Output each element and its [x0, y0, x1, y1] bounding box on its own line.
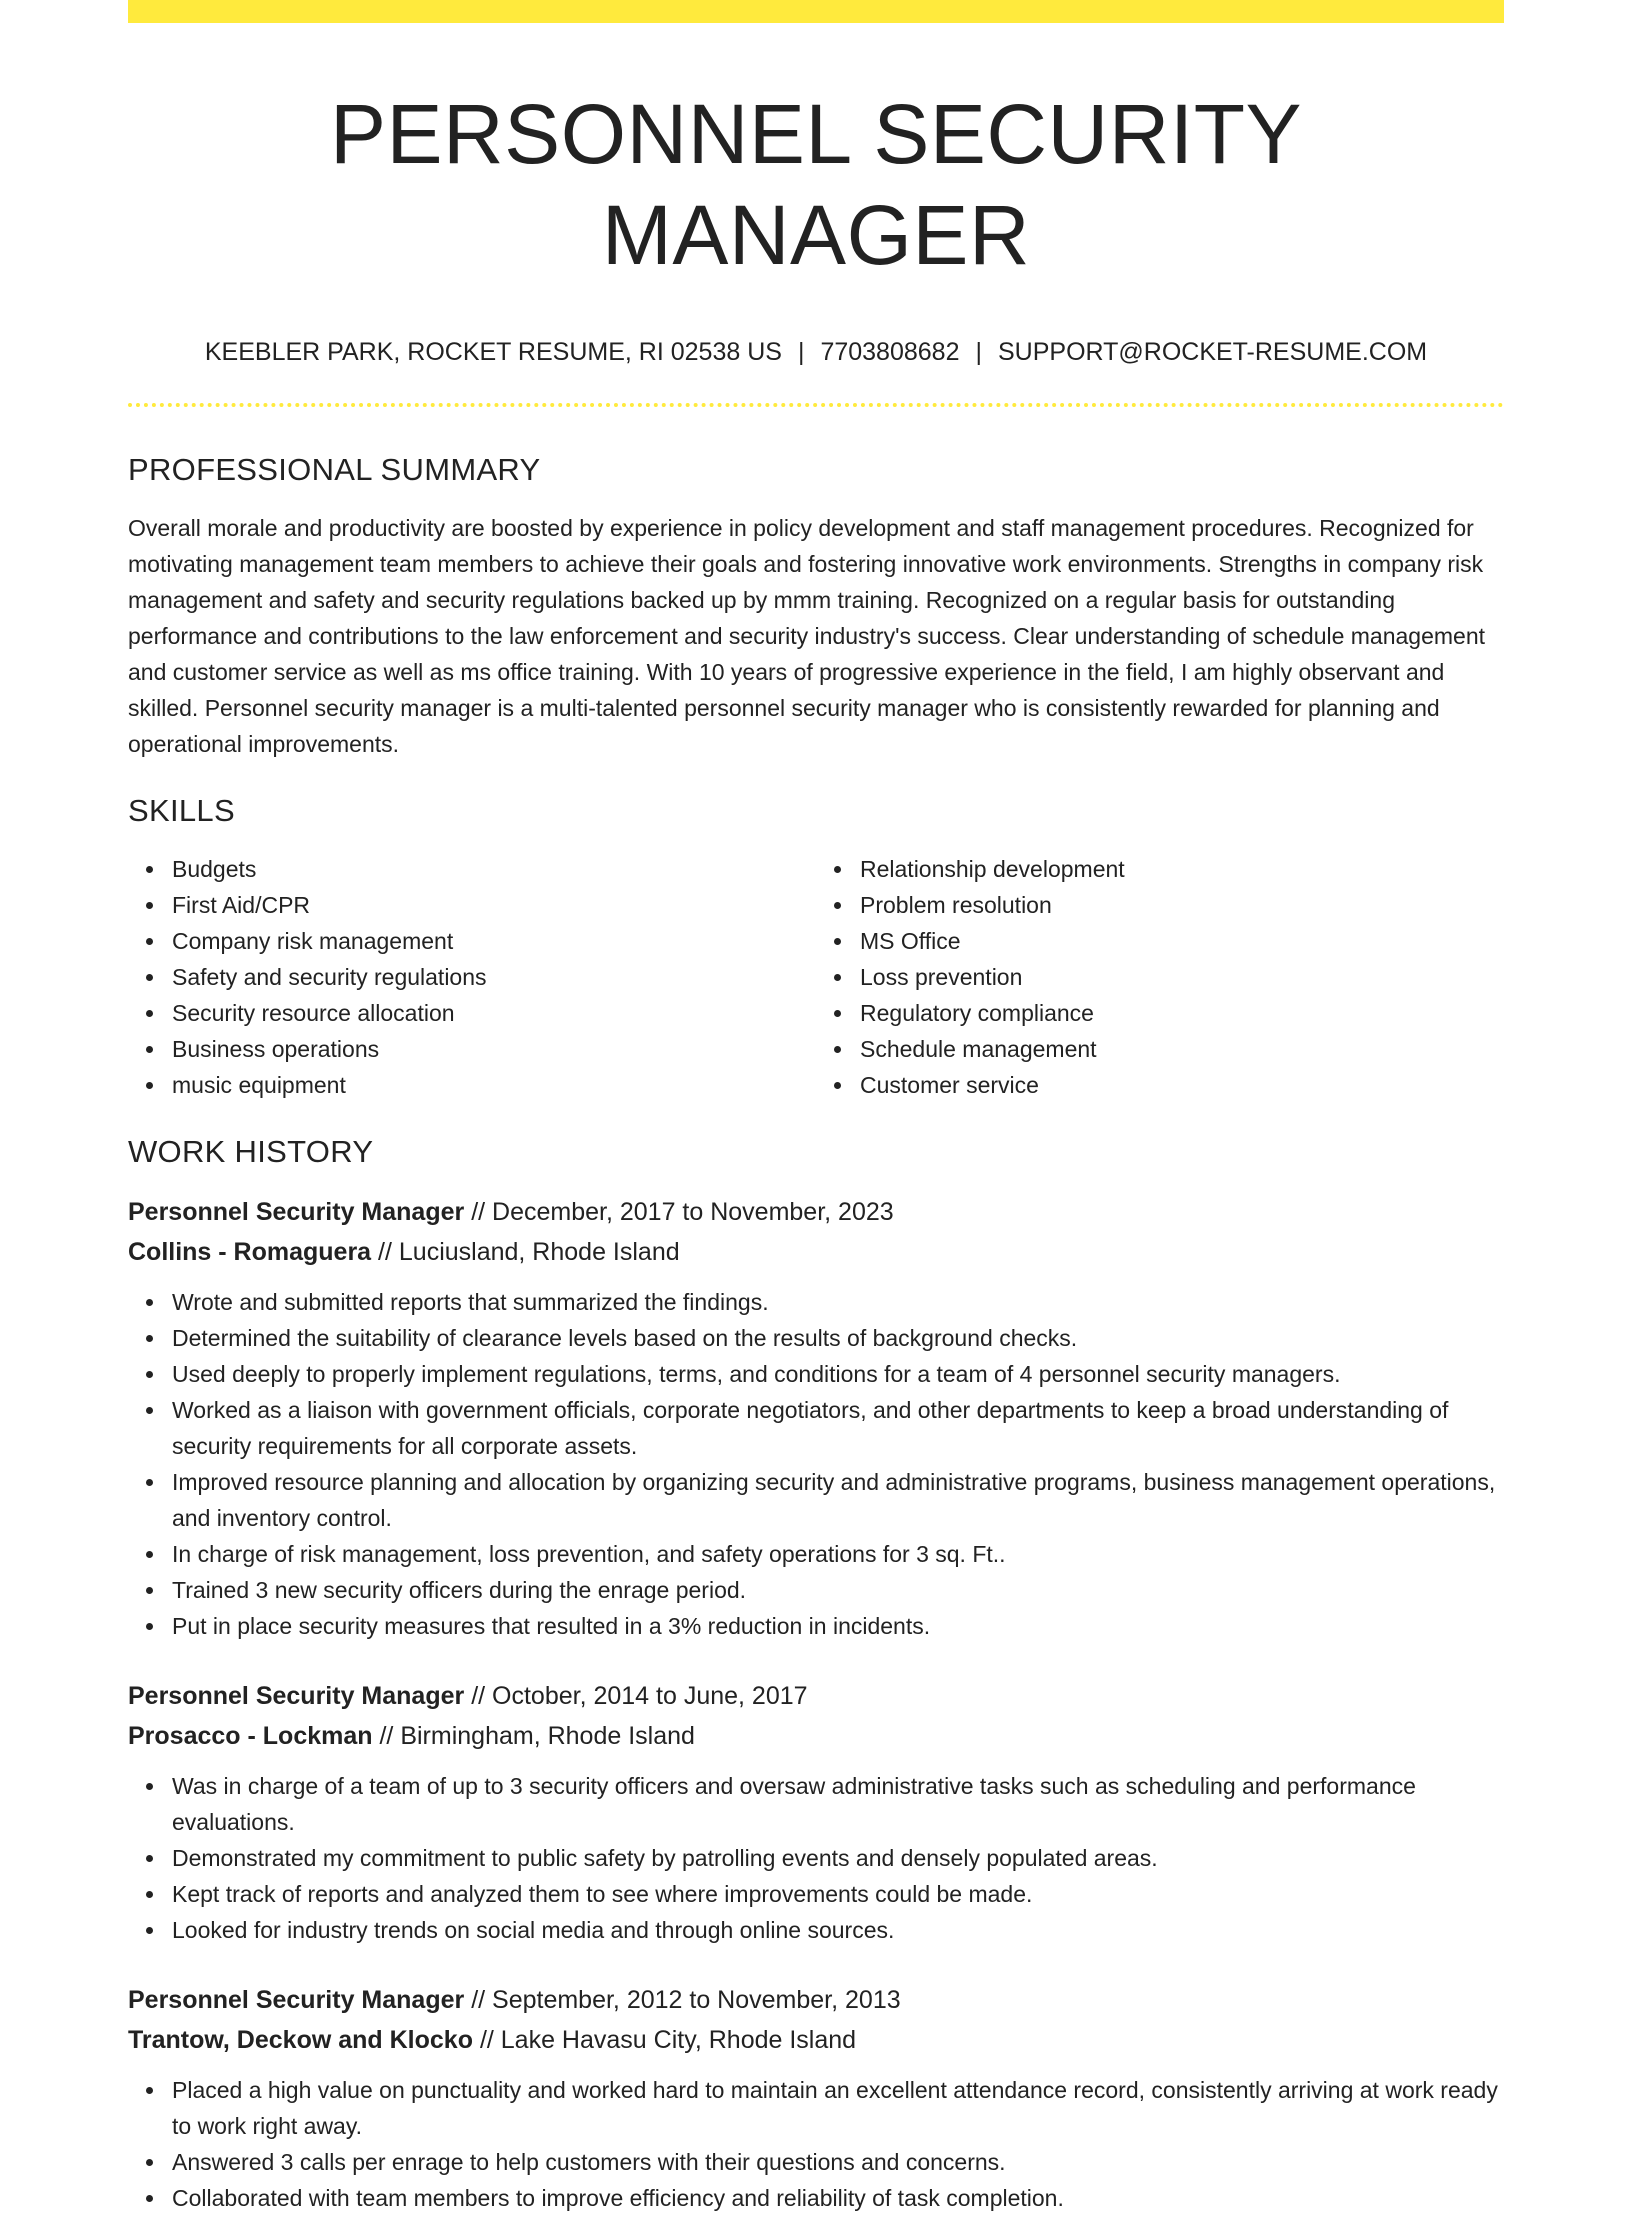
job-entry — [128, 1980, 1504, 2216]
job-location: // Luciusland, Rhode Island — [378, 1238, 680, 1267]
skill-item: Problem resolution — [860, 887, 1504, 923]
job-company-line — [128, 1232, 1504, 1272]
job-bullet: Placed a high value on punctuality and worked hard to maintain an excellent attendance record, consistently arriving at work ready to work right away. — [172, 2072, 1504, 2144]
job-bullet: Put in place security measures that resulted in a 3% reduction in incidents. — [172, 1608, 1504, 1644]
job-title-line — [128, 1192, 1504, 1232]
job-company: Prosacco - Lockman — [128, 1722, 373, 1751]
skill-item: Safety and security regulations — [172, 959, 816, 995]
candidate-name: PERSONNEL SECURITY MANAGER — [329, 87, 1303, 282]
job-bullet: Demonstrated my commitment to public safety by patrolling events and densely populated areas. — [172, 1840, 1504, 1876]
job-location: // Birmingham, Rhode Island — [379, 1722, 695, 1751]
job-title-line — [128, 1676, 1504, 1716]
skill-item: Loss prevention — [860, 959, 1504, 995]
job-bullet: In charge of risk management, loss prevention, and safety operations for 3 sq. Ft.. — [172, 1536, 1504, 1572]
job-entry — [128, 1192, 1504, 1644]
dotted-divider — [128, 403, 1504, 407]
job-bullet: Was in charge of a team of up to 3 security officers and oversaw administrative tasks such as scheduling and performance evaluations. — [172, 1768, 1504, 1840]
skill-item: Budgets — [172, 851, 816, 887]
job-role: Personnel Security Manager — [128, 1986, 465, 2015]
job-company-line — [128, 1716, 1504, 1756]
skill-item: Security resource allocation — [172, 995, 816, 1031]
job-bullet: Used deeply to properly implement regulations, terms, and conditions for a team of 4 personnel security managers. — [172, 1356, 1504, 1392]
skills-list-right — [816, 851, 1504, 1103]
job-bullet: Improved resource planning and allocation by organizing security and administrative programs, business management operations, and inventory control. — [172, 1464, 1504, 1536]
job-title-line — [128, 1980, 1504, 2020]
summary-heading: PROFESSIONAL SUMMARY — [128, 451, 541, 487]
contact-address: KEEBLER PARK, ROCKET RESUME, RI 02538 US — [204, 337, 782, 366]
job-bullet: Wrote and submitted reports that summarized the findings. — [172, 1284, 1504, 1320]
job-dates: // December, 2017 to November, 2023 — [471, 1198, 894, 1227]
skill-item: Relationship development — [860, 851, 1504, 887]
job-bullets — [128, 1768, 1504, 1948]
contact-separator: | — [797, 337, 805, 366]
skills-heading: SKILLS — [128, 792, 235, 828]
job-role: Personnel Security Manager — [128, 1682, 465, 1711]
summary-text: Overall morale and productivity are boosted by experience in policy development and staff management procedures. Recognized for motivating management team members to achieve their goals and fostering innovative work environments. Strengths in company risk management and safety and security regulations backed up by mmm training. Recognized on a regular basis for outstanding performance and contributions to the law enforcement and security industry's success. Clear understanding of schedule management and customer service as well as ms office training. With 10 years of progressive experience in the field, I am highly observant and skilled. Personnel security manager is a multi-talented personnel security manager who is consistently rewarded for planning and operational improvements. — [128, 514, 1486, 757]
skill-item: music equipment — [172, 1067, 816, 1103]
job-entry — [128, 1676, 1504, 1948]
job-bullet: Looked for industry trends on social media and through online sources. — [172, 1912, 1504, 1948]
skills-list-left — [128, 851, 816, 1103]
job-company: Trantow, Deckow and Klocko — [128, 2026, 473, 2055]
job-bullet: Worked as a liaison with government officials, corporate negotiators, and other departments to keep a broad understanding of security requirements for all corporate assets. — [172, 1392, 1504, 1464]
skill-item: First Aid/CPR — [172, 887, 816, 923]
job-role: Personnel Security Manager — [128, 1198, 465, 1227]
job-bullet: Answered 3 calls per enrage to help customers with their questions and concerns. — [172, 2144, 1504, 2180]
contact-phone[interactable]: 7703808682 — [820, 337, 960, 366]
job-company-line — [128, 2020, 1504, 2060]
skills-columns — [128, 851, 1504, 1103]
job-dates: // September, 2012 to November, 2013 — [471, 1986, 901, 2015]
job-company: Collins - Romaguera — [128, 1238, 372, 1267]
work-history-list — [128, 1192, 1504, 2216]
contact-separator: | — [975, 337, 982, 366]
job-bullets — [128, 1284, 1504, 1644]
job-bullet: Collaborated with team members to improve efficiency and reliability of task completion. — [172, 2180, 1504, 2216]
skill-item: Schedule management — [860, 1031, 1504, 1067]
contact-line — [128, 337, 1504, 367]
job-bullets — [128, 2072, 1504, 2216]
resume-page — [128, 0, 1504, 2216]
job-dates: // October, 2014 to June, 2017 — [471, 1682, 808, 1711]
job-location: // Lake Havasu City, Rhode Island — [479, 2026, 857, 2055]
job-bullet: Trained 3 new security officers during the enrage period. — [172, 1572, 1504, 1608]
work-history-heading: WORK HISTORY — [128, 1133, 374, 1169]
job-bullet: Kept track of reports and analyzed them to see where improvements could be made. — [172, 1876, 1504, 1912]
job-bullet: Determined the suitability of clearance levels based on the results of background checks. — [172, 1320, 1504, 1356]
skill-item: MS Office — [860, 923, 1504, 959]
contact-email[interactable]: SUPPORT@ROCKET-RESUME.COM — [997, 337, 1428, 366]
skill-item: Customer service — [860, 1067, 1504, 1103]
skill-item: Business operations — [172, 1031, 816, 1067]
skill-item: Company risk management — [172, 923, 816, 959]
accent-top-bar — [128, 0, 1504, 23]
skill-item: Regulatory compliance — [860, 995, 1504, 1031]
